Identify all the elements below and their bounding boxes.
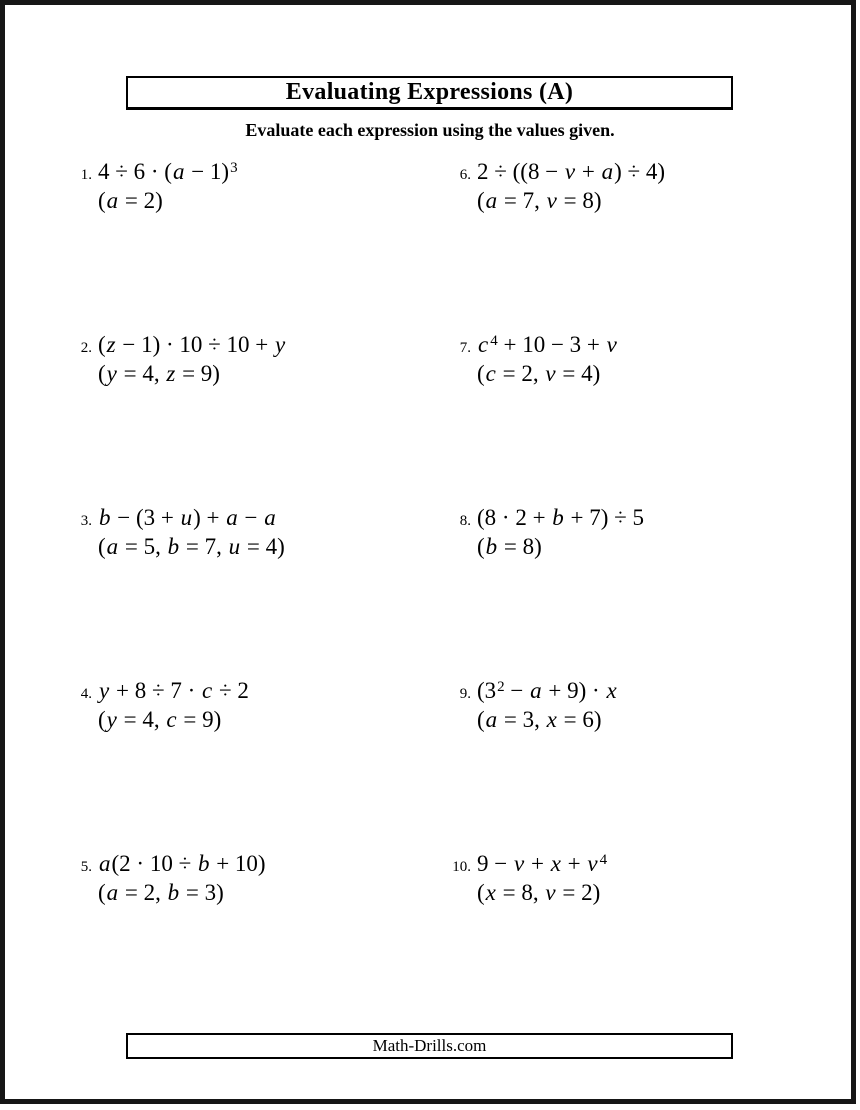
problem-values: (a = 7, v = 8) — [477, 188, 602, 213]
problem-expression: (8 · 2 + b + 7) ÷ 5 — [477, 505, 645, 530]
problem-expression: c $^4$ + 10 − 3 + v — [478, 332, 617, 357]
problem-body — [477, 503, 644, 561]
problem-number: 9. — [459, 686, 471, 702]
problem-body — [477, 157, 665, 215]
problem-item — [60, 503, 285, 561]
problem-number: 8. — [459, 513, 471, 529]
problem-values: (c = 2, v = 4) — [477, 361, 601, 386]
problem-number: 7. — [459, 340, 471, 356]
problem-number: 2. — [80, 340, 92, 356]
problem-values: (a = 3, x = 6) — [477, 707, 602, 732]
problem-expression: $4 \div 6 \cdot (a - 1)^3$ — [98, 159, 238, 184]
problem-values: (y = 4, z = 9) — [98, 361, 220, 386]
problem-item — [60, 676, 249, 734]
problem-values: (y = 4, c = 9) — [98, 707, 222, 732]
problem-expression: b − (3 + u) + a − a — [99, 505, 276, 530]
problem-values: (a = 2, b = 3) — [98, 880, 224, 905]
problem-values: (a = 2) — [98, 188, 163, 213]
problem-expression: $(3^2 - a + 9) \cdot x$ — [477, 678, 617, 703]
problem-body — [477, 849, 607, 907]
problem-expression: 9 − v + x + v $^4$ — [477, 851, 608, 876]
problem-expression: (z − 1) · 10 ÷ 10 + y — [98, 332, 286, 357]
problem-expression: y + 8 ÷ 7 · c ÷ 2 — [99, 678, 249, 703]
problem-values: (x = 8, v = 2) — [477, 880, 601, 905]
problem-body — [98, 676, 249, 734]
problem-body — [477, 330, 618, 388]
problem-values: (a = 5, b = 7, u = 4) — [98, 534, 285, 559]
problem-body — [477, 676, 618, 734]
problem-number: 1. — [80, 167, 92, 183]
problem-number: 6. — [459, 167, 471, 183]
problem-item — [440, 330, 618, 388]
problem-body — [98, 503, 285, 561]
instructions-text: Evaluate each expression using the values given. — [245, 120, 615, 140]
problem-values: (b = 8) — [477, 534, 542, 559]
problem-item — [60, 330, 286, 388]
problem-item — [440, 503, 644, 561]
problem-body — [98, 157, 238, 215]
worksheet-title: Evaluating Expressions (A) — [285, 79, 574, 105]
problem-item — [440, 849, 607, 907]
problem-number: 5. — [80, 859, 92, 875]
footer-site-name: Math-Drills.com — [372, 1036, 487, 1055]
problem-item — [60, 849, 266, 907]
problem-item — [60, 157, 238, 215]
problem-number: 4. — [80, 686, 92, 702]
problem-expression: a(2 · 10 ÷ b + 10) — [99, 851, 266, 876]
problem-number: 3. — [80, 513, 92, 529]
problem-expression: 2 ÷ ((8 − v + a) ÷ 4) — [477, 159, 666, 184]
footer-box — [126, 1033, 733, 1059]
problem-item — [440, 157, 665, 215]
problem-body — [98, 330, 286, 388]
problem-item — [440, 676, 618, 734]
problem-number: 10. — [452, 859, 471, 875]
problem-body — [98, 849, 266, 907]
